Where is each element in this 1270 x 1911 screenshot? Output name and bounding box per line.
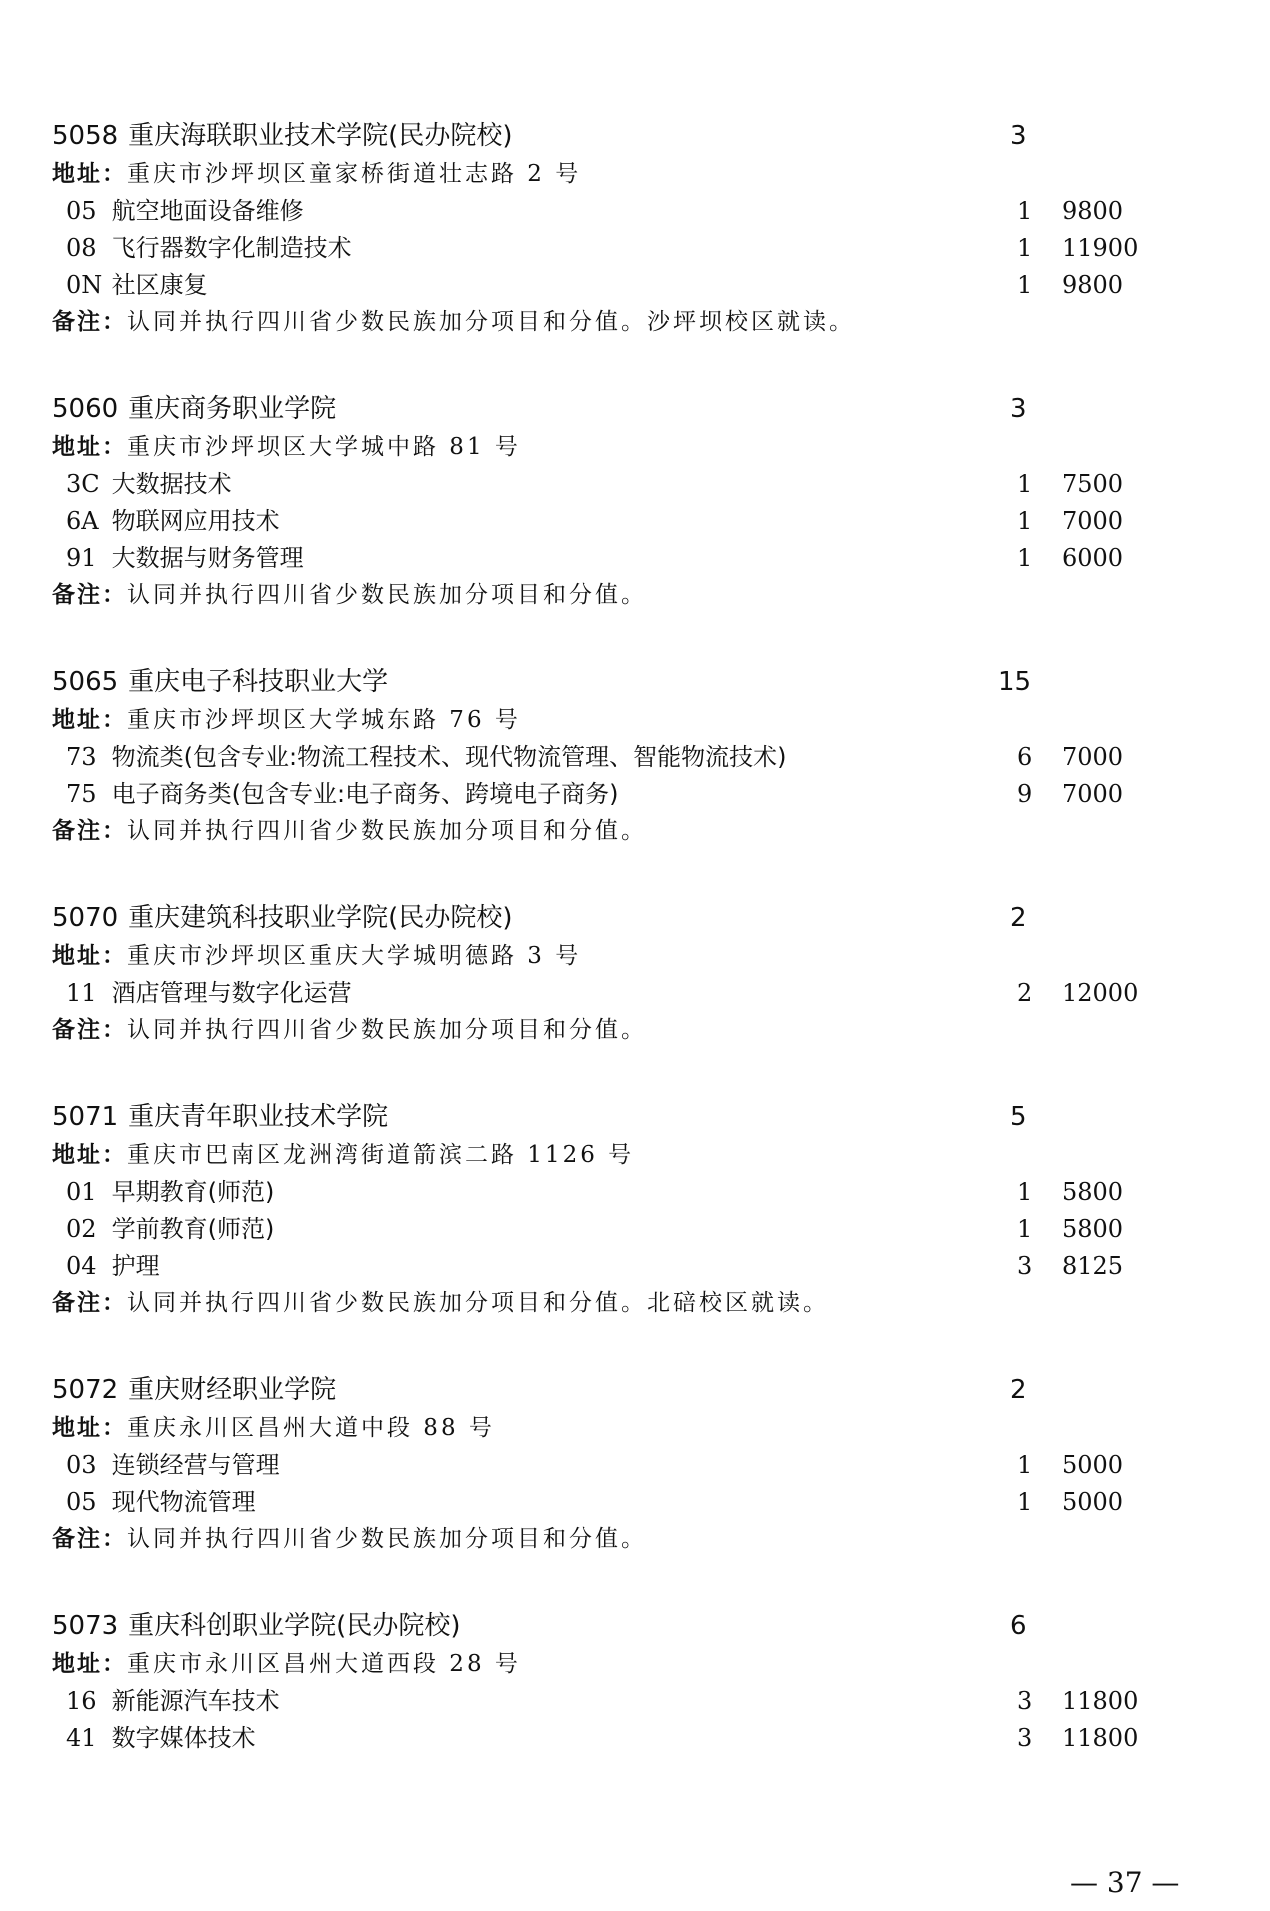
school-address (52, 429, 1172, 466)
school-quota: 2 (1010, 903, 1027, 933)
major-quota: 1 (1017, 1178, 1033, 1206)
major-row (52, 230, 1172, 267)
major-quota: 6 (1017, 743, 1033, 771)
major-name: 学前教育(师范) (111, 1215, 275, 1243)
major-fee: 11800 (1062, 1687, 1139, 1715)
major-fee: 11900 (1062, 234, 1139, 262)
major-code: 6A (66, 507, 99, 535)
school-header (52, 1370, 1172, 1410)
major-code: 11 (66, 979, 97, 1007)
major-fee: 9800 (1062, 197, 1124, 225)
school-header (52, 1606, 1172, 1646)
school-code: 5058 (52, 121, 119, 151)
major-row (52, 1174, 1172, 1211)
major-code: 75 (66, 780, 97, 808)
major-name: 大数据与财务管理 (111, 544, 304, 572)
major-fee: 8125 (1062, 1252, 1124, 1280)
address-label: 地址： (52, 943, 127, 969)
major-name: 现代物流管理 (111, 1488, 256, 1516)
major-name: 航空地面设备维修 (111, 197, 304, 225)
school-entry (52, 662, 1172, 850)
school-entry (52, 1606, 1172, 1757)
address-value: 重庆永川区昌州大道中段 88 号 (127, 1415, 495, 1441)
note-value: 认同并执行四川省少数民族加分项目和分值。 (127, 818, 647, 844)
major-quota: 1 (1017, 1215, 1033, 1243)
note-value: 认同并执行四川省少数民族加分项目和分值。北碚校区就读。 (127, 1290, 829, 1316)
major-code: 41 (66, 1724, 97, 1752)
school-name: 重庆电子科技职业大学 (128, 667, 389, 697)
school-note (52, 1521, 1172, 1558)
major-fee: 5800 (1062, 1215, 1124, 1243)
major-code: 05 (66, 197, 97, 225)
address-label: 地址： (52, 1142, 127, 1168)
major-quota: 1 (1017, 1488, 1033, 1516)
note-value: 认同并执行四川省少数民族加分项目和分值。沙坪坝校区就读。 (127, 309, 855, 335)
major-code: 91 (66, 544, 97, 572)
school-code: 5072 (52, 1375, 119, 1405)
school-entry (52, 898, 1172, 1049)
school-entry (52, 1370, 1172, 1558)
major-quota: 9 (1017, 780, 1033, 808)
major-fee: 11800 (1062, 1724, 1139, 1752)
school-quota: 3 (1010, 394, 1027, 424)
note-value: 认同并执行四川省少数民族加分项目和分值。 (127, 582, 647, 608)
major-row (52, 1484, 1172, 1521)
major-fee: 7500 (1062, 470, 1124, 498)
major-quota: 1 (1017, 507, 1033, 535)
school-note (52, 304, 1172, 341)
address-label: 地址： (52, 707, 127, 733)
school-name: 重庆青年职业技术学院 (128, 1102, 389, 1132)
school-quota: 3 (1010, 121, 1027, 151)
major-row (52, 1211, 1172, 1248)
address-label: 地址： (52, 1651, 127, 1677)
major-fee: 7000 (1062, 780, 1124, 808)
major-quota: 3 (1017, 1252, 1033, 1280)
major-quota: 1 (1017, 470, 1033, 498)
major-name: 数字媒体技术 (111, 1724, 256, 1752)
address-label: 地址： (52, 161, 127, 187)
major-quota: 2 (1017, 979, 1033, 1007)
major-quota: 3 (1017, 1724, 1033, 1752)
school-name: 重庆科创职业学院(民办院校) (128, 1611, 461, 1641)
address-label: 地址： (52, 434, 127, 460)
major-code: 01 (66, 1178, 97, 1206)
major-name: 飞行器数字化制造技术 (111, 234, 352, 262)
school-note (52, 813, 1172, 850)
school-address (52, 1646, 1172, 1683)
major-name: 新能源汽车技术 (111, 1687, 280, 1715)
major-row (52, 267, 1172, 304)
note-label: 备注： (52, 1017, 127, 1043)
major-fee: 5800 (1062, 1178, 1124, 1206)
major-fee: 12000 (1062, 979, 1139, 1007)
school-address (52, 938, 1172, 975)
major-row (52, 466, 1172, 503)
page-number: — 37 — (1070, 1866, 1180, 1899)
school-name: 重庆海联职业技术学院(民办院校) (128, 121, 513, 151)
address-label: 地址： (52, 1415, 127, 1441)
school-name: 重庆财经职业学院 (128, 1375, 337, 1405)
school-entry (52, 1097, 1172, 1322)
major-name: 物流类(包含专业:物流工程技术、现代物流管理、智能物流技术) (111, 743, 787, 771)
major-code: 08 (66, 234, 97, 262)
school-code: 5073 (52, 1611, 119, 1641)
school-note (52, 1285, 1172, 1322)
school-name: 重庆建筑科技职业学院(民办院校) (128, 903, 513, 933)
major-quota: 3 (1017, 1687, 1033, 1715)
major-fee: 6000 (1062, 544, 1124, 572)
major-fee: 9800 (1062, 271, 1124, 299)
address-value: 重庆市沙坪坝区大学城东路 76 号 (127, 707, 521, 733)
major-code: 16 (66, 1687, 97, 1715)
major-row (52, 540, 1172, 577)
school-quota: 6 (1010, 1611, 1027, 1641)
note-value: 认同并执行四川省少数民族加分项目和分值。 (127, 1017, 647, 1043)
major-row (52, 739, 1172, 776)
major-code: 3C (66, 470, 100, 498)
school-code: 5071 (52, 1102, 119, 1132)
school-entry (52, 116, 1172, 341)
major-row (52, 1447, 1172, 1484)
note-value: 认同并执行四川省少数民族加分项目和分值。 (127, 1526, 647, 1552)
major-name: 电子商务类(包含专业:电子商务、跨境电子商务) (111, 780, 619, 808)
school-note (52, 1012, 1172, 1049)
school-name: 重庆商务职业学院 (128, 394, 337, 424)
note-label: 备注： (52, 818, 127, 844)
school-header (52, 389, 1172, 429)
major-code: 02 (66, 1215, 97, 1243)
school-code: 5060 (52, 394, 119, 424)
major-fee: 5000 (1062, 1451, 1124, 1479)
address-value: 重庆市沙坪坝区大学城中路 81 号 (127, 434, 521, 460)
major-name: 护理 (111, 1252, 160, 1280)
school-code: 5065 (52, 667, 119, 697)
major-code: 04 (66, 1252, 97, 1280)
school-quota: 15 (998, 667, 1032, 697)
school-header (52, 1097, 1172, 1137)
major-name: 物联网应用技术 (111, 507, 280, 535)
major-row (52, 776, 1172, 813)
major-fee: 7000 (1062, 743, 1124, 771)
major-name: 大数据技术 (111, 470, 232, 498)
major-code: 05 (66, 1488, 97, 1516)
major-row (52, 975, 1172, 1012)
major-quota: 1 (1017, 197, 1033, 225)
major-quota: 1 (1017, 544, 1033, 572)
address-value: 重庆市沙坪坝区童家桥街道壮志路 2 号 (127, 161, 582, 187)
major-code: 03 (66, 1451, 97, 1479)
major-quota: 1 (1017, 1451, 1033, 1479)
school-address (52, 156, 1172, 193)
major-name: 连锁经营与管理 (111, 1451, 280, 1479)
school-header (52, 898, 1172, 938)
school-address (52, 1410, 1172, 1447)
major-row (52, 1248, 1172, 1285)
note-label: 备注： (52, 582, 127, 608)
major-quota: 1 (1017, 271, 1033, 299)
note-label: 备注： (52, 1290, 127, 1316)
school-code: 5070 (52, 903, 119, 933)
major-code: 0N (66, 271, 103, 299)
school-address (52, 702, 1172, 739)
major-row (52, 503, 1172, 540)
major-row (52, 1683, 1172, 1720)
school-quota: 5 (1010, 1102, 1027, 1132)
address-value: 重庆市沙坪坝区重庆大学城明德路 3 号 (127, 943, 582, 969)
major-name: 早期教育(师范) (111, 1178, 275, 1206)
address-value: 重庆市巴南区龙洲湾街道箭滨二路 1126 号 (127, 1142, 635, 1168)
major-row (52, 193, 1172, 230)
major-code: 73 (66, 743, 97, 771)
address-value: 重庆市永川区昌州大道西段 28 号 (127, 1651, 521, 1677)
school-note (52, 577, 1172, 614)
note-label: 备注： (52, 309, 127, 335)
school-header (52, 116, 1172, 156)
major-quota: 1 (1017, 234, 1033, 262)
school-entry (52, 389, 1172, 614)
major-fee: 5000 (1062, 1488, 1124, 1516)
major-name: 酒店管理与数字化运营 (111, 979, 352, 1007)
major-name: 社区康复 (111, 271, 208, 299)
major-fee: 7000 (1062, 507, 1124, 535)
note-label: 备注： (52, 1526, 127, 1552)
school-header (52, 662, 1172, 702)
major-row (52, 1720, 1172, 1757)
school-address (52, 1137, 1172, 1174)
school-quota: 2 (1010, 1375, 1027, 1405)
